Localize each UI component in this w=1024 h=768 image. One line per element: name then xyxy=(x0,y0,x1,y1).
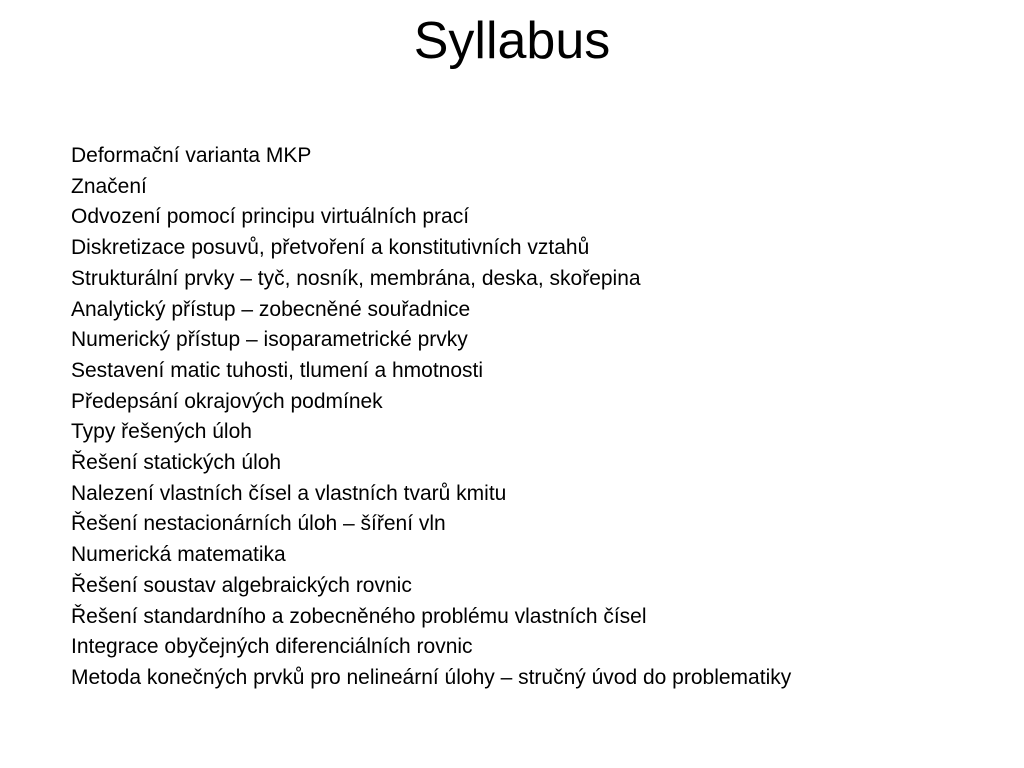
syllabus-item: Integrace obyčejných diferenciálních rovnic xyxy=(71,635,473,659)
syllabus-item: Analytický přístup – zobecněné souřadnice xyxy=(71,297,471,321)
syllabus-item: Deformační varianta MKP xyxy=(71,144,312,167)
syllabus-item: Numerický přístup – isoparametrické prvky xyxy=(71,328,468,352)
syllabus-item: Sestavení matic tuhosti, tlumení a hmotnosti xyxy=(71,358,484,382)
syllabus-item: Řešení soustav algebraických rovnic xyxy=(71,573,412,597)
slide-title: Syllabus xyxy=(413,12,611,70)
syllabus-item: Strukturální prvky – tyč, nosník, membrána, deska, skořepina xyxy=(71,266,641,290)
syllabus-item: Numerická matematika xyxy=(71,543,286,567)
syllabus-item: Předepsání okrajových podmínek xyxy=(71,389,383,413)
syllabus-item: Řešení statických úloh xyxy=(71,451,282,475)
syllabus-item: Diskretizace posuvů, přetvoření a konstitutivních vztahů xyxy=(71,236,590,260)
syllabus-list xyxy=(71,141,791,694)
syllabus-item: Typy řešených úloh xyxy=(71,420,252,444)
syllabus-item: Řešení standardního a zobecněného problému vlastních čísel xyxy=(71,604,647,628)
syllabus-item: Metoda konečných prvků pro nelineární úlohy – stručný úvod do problematiky xyxy=(71,665,792,689)
syllabus-item: Značení xyxy=(71,174,147,198)
syllabus-item: Odvození pomocí principu virtuálních prací xyxy=(71,205,470,229)
syllabus-item: Nalezení vlastních čísel a vlastních tvarů kmitu xyxy=(71,481,507,505)
syllabus-item: Řešení nestacionárních úloh – šíření vln xyxy=(71,512,446,536)
